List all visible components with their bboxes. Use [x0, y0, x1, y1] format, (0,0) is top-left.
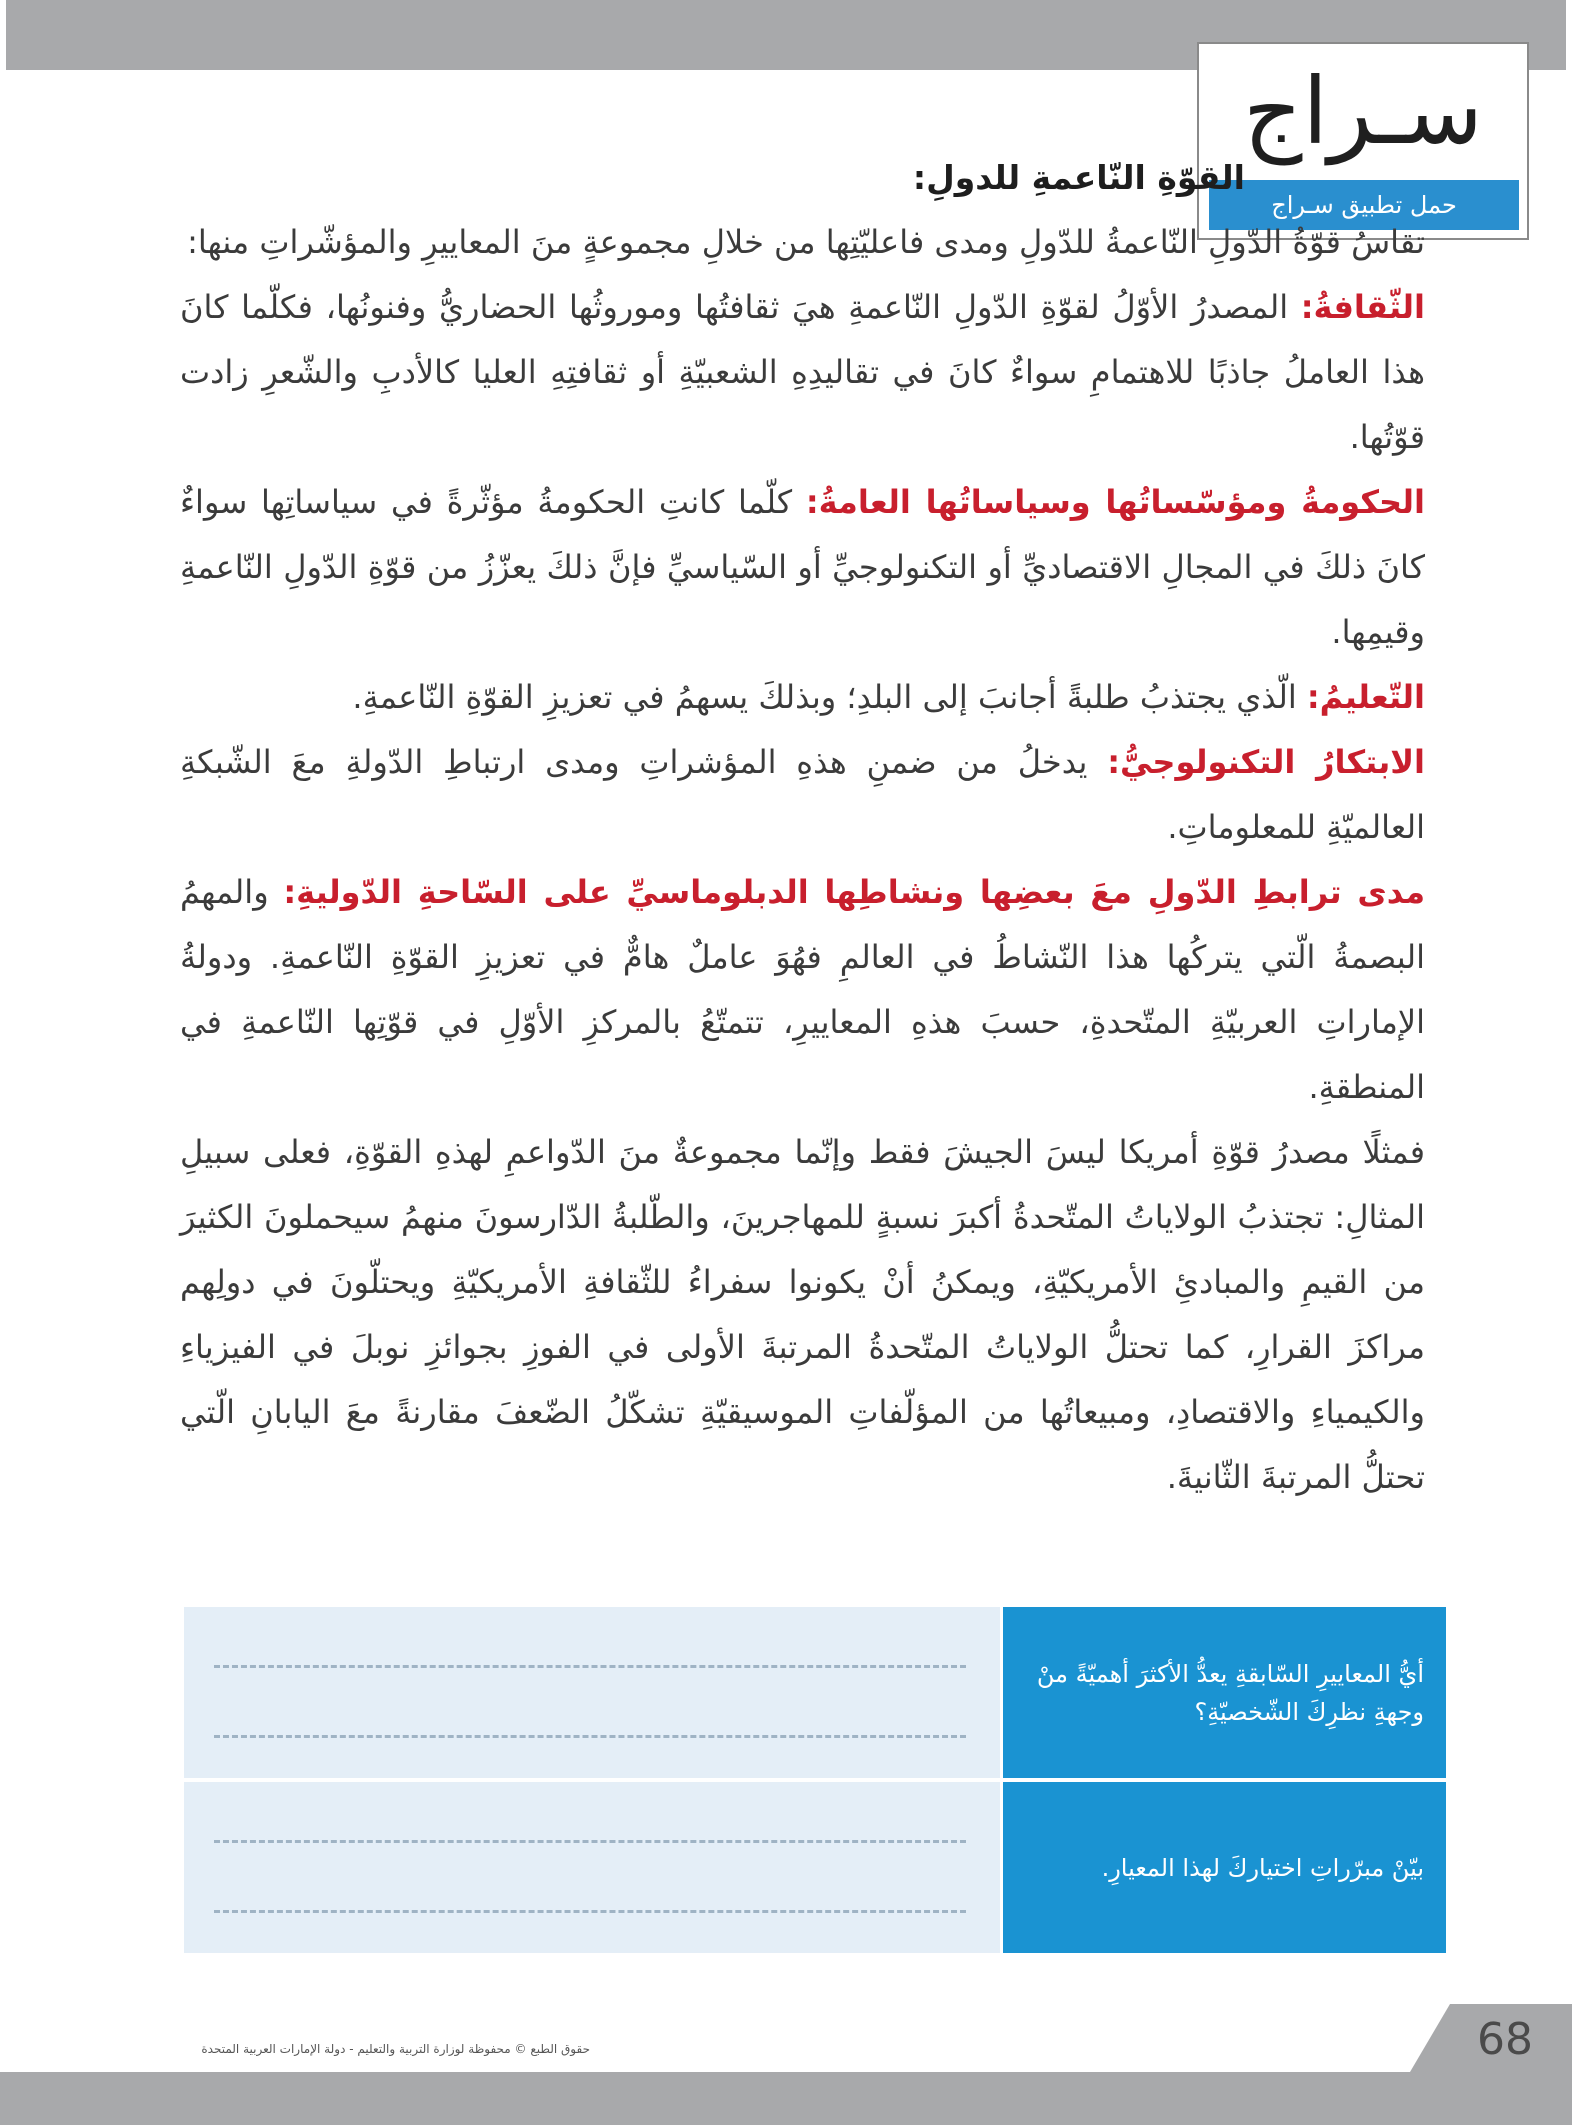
criterion-heading: الحكومةُ ومؤسّساتُها وسياساتُها العامةُ: [805, 483, 1426, 521]
criterion-government [180, 470, 1425, 665]
question-box [184, 1607, 1446, 1953]
bottom-bar [0, 2072, 1572, 2125]
answer-area[interactable] [184, 1782, 1000, 1953]
answer-line [214, 1735, 966, 1738]
page-number: 68 [1477, 2014, 1533, 2065]
criterion-diplomacy [180, 860, 1425, 1120]
question-label: بيّنْ مبرّراتِ اختياركَ لهذا المعيارِ. [1003, 1782, 1446, 1953]
criterion-text: المصدرُ الأوّلُ لقوّةِ الدّولِ النّاعمةِ هيَ ثقافتُها وموروثُها الحضاريُّ وفنونُها، فكلّما كانَ هذا العاملُ جاذبًا للاهتمامِ سواءٌ كانَ في تقاليدِهِ الشعبيّةِ أو ثقافتِهِ العليا كالأدبِ والشّعرِ زادت قوّتُها. [180, 288, 1425, 456]
criterion-culture [180, 275, 1425, 470]
answer-line [214, 1910, 966, 1913]
copyright-note: حقوق الطبع © محفوظة لوزارة التربية والتعليم - دولة الإمارات العربية المتحدة [201, 2042, 590, 2056]
criterion-education [180, 665, 1425, 730]
criterion-heading: الابتكارُ التكنولوجيُّ: [1107, 743, 1426, 781]
section-title: القوّةِ النّاعمةِ للدولِ: [912, 158, 1245, 197]
question-row [184, 1782, 1446, 1953]
criterion-innovation [180, 730, 1425, 860]
question-row [184, 1607, 1446, 1778]
logo-wordmark: سـراج [1243, 58, 1483, 165]
intro-paragraph: تقاسُ قوّةُ الدّولِ النّاعمةُ للدّولِ ومدى فاعليّتِها من خلالِ مجموعةٍ منَ المعاييرِ والمؤشّراتِ منها: [187, 223, 1425, 261]
criterion-text: يدخلُ من ضمنِ هذهِ المؤشراتِ ومدى ارتباطِ الدّولةِ معَ الشّبكةِ العالميّةِ للمعلوماتِ. [180, 743, 1425, 846]
criterion-text: والمهمُ البصمةُ الّتي يتركُها هذا النّشاطُ في العالمِ فهُوَ عاملٌ هامٌّ في تعزيزِ القوّةِ النّاعمةِ. ودولةُ الإماراتِ العربيّةِ المتّحدةِ، حسبَ هذهِ المعاييرِ، تتمتّعُ بالمركزِ الأوّلِ في قوّتِها النّاعمةِ في المنطقةِ. [180, 873, 1425, 1106]
criterion-heading: التّعليمُ: [1306, 678, 1425, 716]
answer-area[interactable] [184, 1607, 1000, 1778]
answer-line [214, 1840, 966, 1843]
logo-download-tagline[interactable]: حمل تطبيق سـراج [1209, 180, 1519, 230]
closing-paragraph: فمثلًا مصدرُ قوّةِ أمريكا ليسَ الجيشَ فقط وإنّما مجموعةٌ منَ الدّواعمِ لهذهِ القوّةِ، فعلى سبيلِ المثالِ: تجتذبُ الولاياتُ المتّحدةُ أكبرَ نسبةٍ للمهاجرينَ، والطّلبةُ الدّارسونَ منهمُ سيحملونَ الكثيرَ من القيمِ والمبادئِ الأمريكيّةِ، ويمكنُ أنْ يكونوا سفراءُ للثّقافةِ الأمريكيّةِ ويحتلّونَ في دولِهم مراكزَ القرارِ، كما تحتلُّ الولاياتُ المتّحدةُ المرتبةَ الأولى في الفوزِ بجوائزِ نوبلَ في الفيزياءِ والكيمياءِ والاقتصادِ، ومبيعاتُها من المؤلّفاتِ الموسيقيّةِ تشكّلُ الضّعفَ مقارنةً معَ اليابانِ الّتي تحتلُّ المرتبةَ الثّانيةَ. [180, 1133, 1425, 1496]
answer-line [214, 1665, 966, 1668]
criterion-text: كلّما كانتِ الحكومةُ مؤثّرةً في سياساتِها سواءٌ كانَ ذلكَ في المجالِ الاقتصاديِّ أو التكنولوجيِّ أو السّياسيِّ فإنَّ ذلكَ يعزّزُ من قوّةِ الدّولِ النّاعمةِ وقيمِها. [180, 483, 1425, 651]
criterion-text: الّذي يجتذبُ طلبةً أجانبَ إلى البلدِ؛ وبذلكَ يسهمُ في تعزيزِ القوّةِ النّاعمةِ. [352, 678, 1307, 716]
question-label: أيُّ المعاييرِ السّابقةِ يعدُّ الأكثرَ أهميّةً منْ وجهةِ نظرِكَ الشّخصيّةِ؟ [1003, 1607, 1446, 1778]
main-content [180, 145, 1425, 1510]
criterion-heading: الثّقافةُ: [1300, 288, 1425, 326]
criterion-heading: مدى ترابطِ الدّولِ معَ بعضِها ونشاطِها الدبلوماسيِّ على السّاحةِ الدّوليةِ: [283, 873, 1426, 911]
